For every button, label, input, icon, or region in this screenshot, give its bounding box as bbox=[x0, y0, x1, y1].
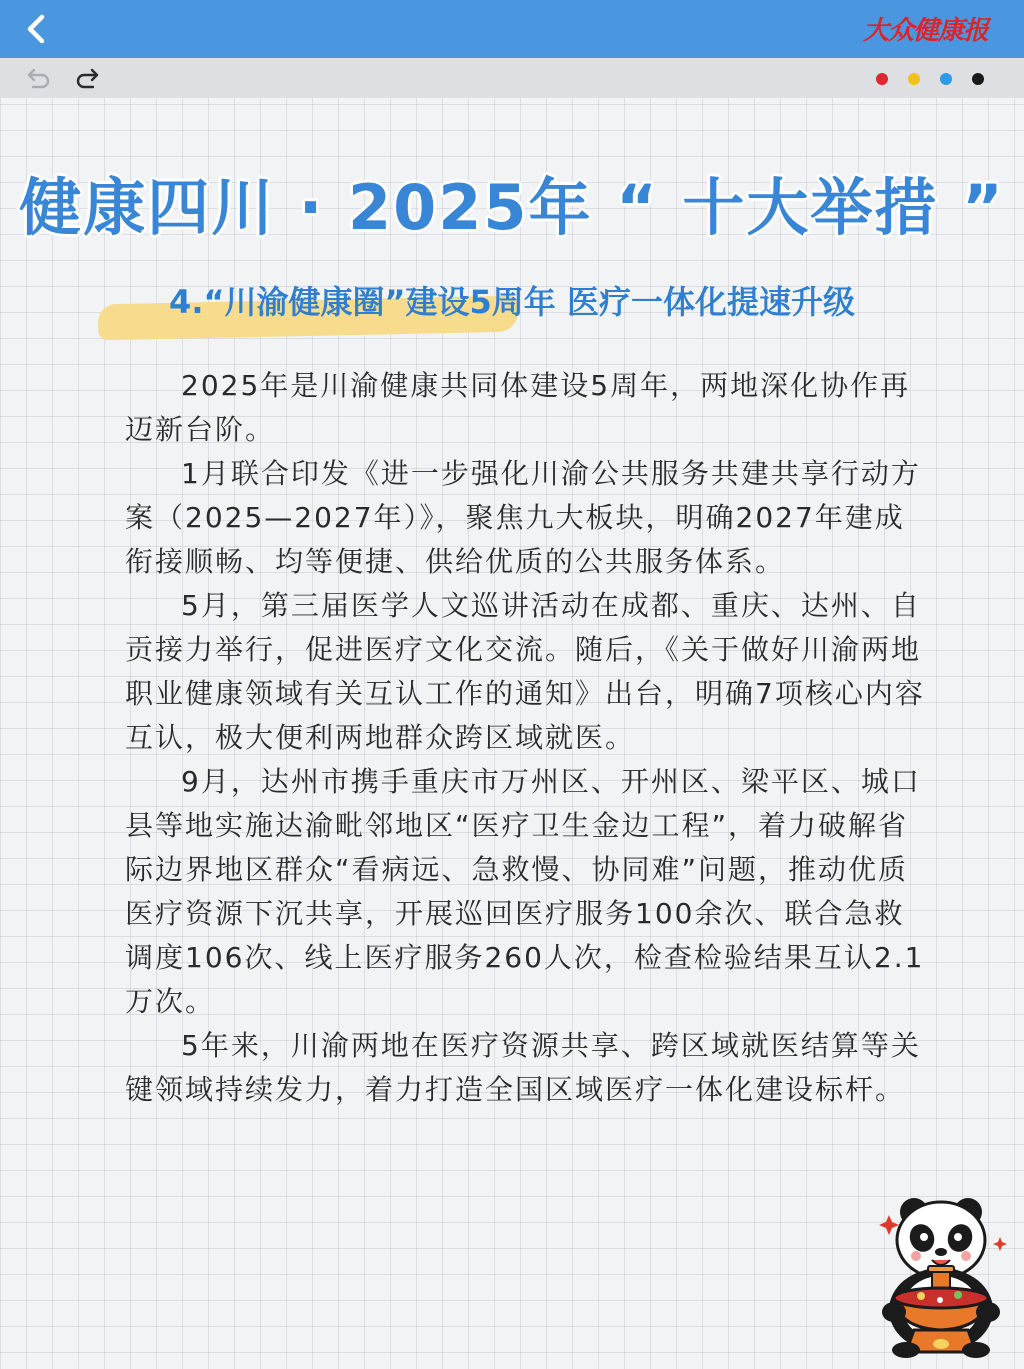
color-dot-black[interactable] bbox=[972, 73, 984, 85]
brand-logo: 大众健康报 bbox=[862, 16, 988, 46]
paragraph-1: 2025年是川渝健康共同体建设5周年，两地深化协作再迈新台阶。 bbox=[125, 369, 911, 446]
chevron-left-icon bbox=[24, 14, 48, 44]
paragraph-5: 5年来，川渝两地在医疗资源共享、跨区域就医结算等关键领域持续发力，着力打造全国区域医疗一体化建设标杆。 bbox=[125, 1029, 921, 1106]
paragraph-3: 5月，第三届医学人文巡讲活动在成都、重庆、达州、自贡接力举行，促进医疗文化交流。随后，《关于做好川渝两地职业健康领域有关互认工作的通知》出台，明确7项核心内容互认，极大便利两地群众跨区域就医。 bbox=[125, 589, 925, 754]
color-palette bbox=[876, 73, 984, 85]
color-dot-red[interactable] bbox=[876, 73, 888, 85]
undo-icon bbox=[26, 67, 52, 89]
undo-button[interactable] bbox=[22, 62, 56, 94]
top-bar bbox=[0, 0, 1024, 58]
back-button[interactable] bbox=[14, 8, 58, 50]
page-subtitle: 4.“川渝健康圈”建设5周年 医疗一体化提速升级 bbox=[169, 283, 855, 321]
page-title: 健康四川 · 2025年 “ 十大举措 ” bbox=[19, 171, 1005, 244]
article-body bbox=[125, 364, 925, 1112]
redo-button[interactable] bbox=[70, 62, 104, 94]
color-dot-blue[interactable] bbox=[940, 73, 952, 85]
paragraph-2: 1月联合印发《进一步强化川渝公共服务共建共享行动方案（2025—2027年）》，聚焦九大板块，明确2027年建成衔接顺畅、均等便捷、供给优质的公共服务体系。 bbox=[125, 457, 921, 578]
color-dot-yellow[interactable] bbox=[908, 73, 920, 85]
editor-toolbar bbox=[0, 58, 1024, 98]
redo-icon bbox=[74, 67, 100, 89]
paragraph-4: 9月，达州市携手重庆市万州区、开州区、梁平区、城口县等地实施达渝毗邻地区“医疗卫生金边工程”，着力破解省际边界地区群众“看病远、急救慢、协同难”问题，推动优质医疗资源下沉共享，开展巡回医疗服务100余次、联合急救调度106次、线上医疗服务260人次，检查检验结果互认2.1万次。 bbox=[125, 765, 925, 1018]
panda-hotpot-icon bbox=[866, 1190, 1016, 1360]
